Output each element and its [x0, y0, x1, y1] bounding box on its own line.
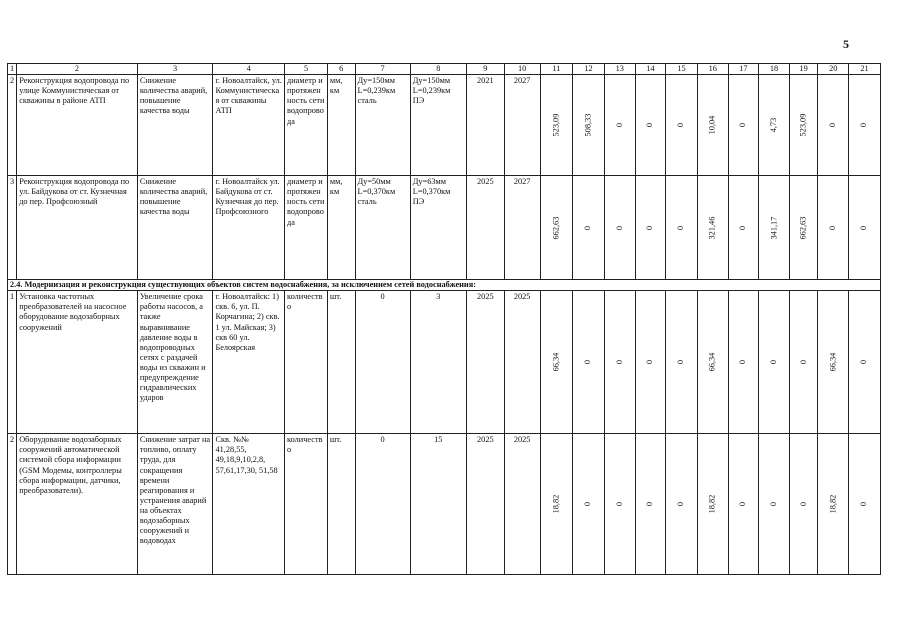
project-name: Реконструкция водопровода по улице Коммунистическая от скважины в районе АТП — [17, 75, 138, 176]
parameter-name: диаметр и протяженность сети водопровода — [285, 75, 328, 176]
cost-value: 18,82 — [707, 494, 717, 514]
cost-value: 0 — [676, 360, 686, 365]
cost-cell — [759, 176, 790, 280]
project-location: Скв. №№ 41,28,55, 49,18,9,10,2,8, 57,61,17,30, 51,58 — [213, 434, 285, 575]
cost-value: 18,82 — [828, 494, 838, 514]
cost-value: 0 — [738, 502, 748, 507]
project-location: г. Новоалтайск ул. Байдукова от ст. Кузнечная до пер. Профсоюзного — [213, 176, 285, 280]
col-header: 21 — [849, 64, 881, 75]
cost-value: 0 — [676, 225, 686, 230]
cost-cell — [666, 291, 698, 434]
end-year: 2025 — [504, 434, 540, 575]
cost-value: 10,04 — [707, 115, 717, 135]
cost-cell — [818, 176, 849, 280]
parameter-name: количество — [285, 434, 328, 575]
cost-value: 0 — [614, 360, 624, 365]
cost-value: 0 — [859, 225, 869, 230]
start-year: 2025 — [466, 434, 504, 575]
end-year: 2027 — [504, 176, 540, 280]
cost-value: 0 — [676, 502, 686, 507]
col-header: 20 — [818, 64, 849, 75]
cost-value: 0 — [583, 502, 593, 507]
project-location: г. Новоалтайск, ул. Коммунистическая от скважины АТП — [213, 75, 285, 176]
cost-cell — [635, 75, 666, 176]
col-header: 2 — [17, 64, 138, 75]
col-header: 16 — [697, 64, 728, 75]
cost-cell — [759, 434, 790, 575]
start-year: 2021 — [466, 75, 504, 176]
cost-cell — [728, 291, 759, 434]
cost-value: 0 — [768, 360, 778, 365]
cost-value: 523,09 — [551, 113, 561, 137]
col-header: 18 — [759, 64, 790, 75]
project-location: г. Новоалтайск: 1) скв. 6, ул. П. Корчагина; 2) скв. 1 ул. Майская; 3) скв 60 ул. Белоярская — [213, 291, 285, 434]
page-number: 5 — [843, 37, 849, 51]
col-header: 14 — [635, 64, 666, 75]
cost-cell — [789, 291, 818, 434]
cost-value: 0 — [645, 360, 655, 365]
cost-value: 0 — [645, 123, 655, 128]
row-number: 2 — [8, 434, 17, 575]
cost-value: 18,82 — [551, 494, 561, 514]
cost-value: 0 — [614, 123, 624, 128]
unit: шт. — [327, 291, 355, 434]
cost-value: 662,63 — [551, 216, 561, 240]
table-row — [8, 75, 881, 176]
cost-cell — [789, 75, 818, 176]
parameter-name: количество — [285, 291, 328, 434]
cost-cell — [635, 291, 666, 434]
cost-cell — [818, 434, 849, 575]
row-number: 2 — [8, 75, 17, 176]
cost-value: 0 — [645, 502, 655, 507]
cost-cell — [818, 75, 849, 176]
cost-value: 0 — [614, 225, 624, 230]
cost-value: 0 — [828, 225, 838, 230]
project-purpose: Снижение количества аварий, повышение качества воды — [137, 75, 213, 176]
col-header: 5 — [285, 64, 328, 75]
cost-value: 66,34 — [551, 352, 561, 372]
table-row — [8, 176, 881, 280]
cost-cell — [849, 75, 881, 176]
project-purpose: Снижение количества аварий, повышение качества воды — [137, 176, 213, 280]
table-row — [8, 434, 881, 575]
cost-cell — [540, 291, 573, 434]
cost-cell — [604, 434, 635, 575]
unit: шт. — [327, 434, 355, 575]
cost-value: 0 — [583, 225, 593, 230]
cost-cell — [789, 176, 818, 280]
col-header: 3 — [137, 64, 213, 75]
value-before: 0 — [355, 434, 410, 575]
cost-cell — [728, 176, 759, 280]
cost-cell — [666, 176, 698, 280]
cost-cell — [540, 176, 573, 280]
cost-cell — [604, 291, 635, 434]
cost-cell — [573, 291, 605, 434]
end-year: 2025 — [504, 291, 540, 434]
cost-cell — [849, 434, 881, 575]
cost-cell — [849, 291, 881, 434]
section-row — [8, 280, 881, 291]
cost-cell — [759, 75, 790, 176]
unit: мм, км — [327, 75, 355, 176]
cost-value: 0 — [738, 360, 748, 365]
cost-cell — [728, 75, 759, 176]
value-after: Ду=150мм L=0,239км ПЭ — [410, 75, 466, 176]
cost-value: 0 — [738, 123, 748, 128]
cost-cell — [635, 176, 666, 280]
value-after: 15 — [410, 434, 466, 575]
value-after: Ду=63мм L=0,370км ПЭ — [410, 176, 466, 280]
cost-value: 0 — [859, 360, 869, 365]
cost-cell — [540, 434, 573, 575]
cost-value: 0 — [645, 225, 655, 230]
cost-cell — [666, 434, 698, 575]
start-year: 2025 — [466, 291, 504, 434]
col-header: 8 — [410, 64, 466, 75]
col-header: 10 — [504, 64, 540, 75]
value-before: 0 — [355, 291, 410, 434]
cost-value: 0 — [738, 225, 748, 230]
table-row — [8, 291, 881, 434]
unit: мм, км — [327, 176, 355, 280]
cost-cell — [697, 75, 728, 176]
cost-cell — [604, 75, 635, 176]
col-header: 12 — [573, 64, 605, 75]
col-header: 6 — [327, 64, 355, 75]
cost-value: 0 — [798, 360, 808, 365]
cost-cell — [697, 434, 728, 575]
cost-value: 0 — [828, 123, 838, 128]
cost-cell — [540, 75, 573, 176]
project-name: Реконструкция водопровода по ул. Байдукова от ст. Кузнечная до пер. Профсоюзный — [17, 176, 138, 280]
cost-cell — [697, 176, 728, 280]
investment-program-table — [7, 63, 881, 575]
project-purpose: Увеличение срока работы насосов, а также выравнивание давление воды в водопроводных сетях с раздачей воды из скважин и предупреждение гидравлических ударов — [137, 291, 213, 434]
col-header: 11 — [540, 64, 573, 75]
cost-value: 321,46 — [707, 216, 717, 240]
cost-cell — [666, 75, 698, 176]
cost-cell — [573, 176, 605, 280]
end-year: 2027 — [504, 75, 540, 176]
parameter-name: диаметр и протяженность сети водопровода — [285, 176, 328, 280]
cost-cell — [635, 434, 666, 575]
cost-cell — [573, 75, 605, 176]
cost-cell — [789, 434, 818, 575]
value-after: 3 — [410, 291, 466, 434]
cost-cell — [604, 176, 635, 280]
cost-value: 0 — [676, 123, 686, 128]
cost-cell — [759, 291, 790, 434]
cost-cell — [697, 291, 728, 434]
cost-cell — [849, 176, 881, 280]
project-purpose: Снижение затрат на топливо, оплату труда, для сокращения времени реагирования и устранения аварий на объектах водозаборных сооружений и водоводах — [137, 434, 213, 575]
cost-value: 4,73 — [768, 117, 778, 133]
cost-value: 523,09 — [798, 113, 808, 137]
col-header: 17 — [728, 64, 759, 75]
cost-value: 0 — [798, 502, 808, 507]
column-number-row — [8, 64, 881, 75]
cost-value: 0 — [859, 502, 869, 507]
cost-value: 0 — [614, 502, 624, 507]
cost-cell — [728, 434, 759, 575]
row-number: 3 — [8, 176, 17, 280]
cost-value: 0 — [768, 502, 778, 507]
cost-cell — [818, 291, 849, 434]
row-number: 1 — [8, 291, 17, 434]
value-before: Ду=150мм L=0,239км сталь — [355, 75, 410, 176]
col-header: 9 — [466, 64, 504, 75]
col-header: 1 — [8, 64, 17, 75]
project-name: Установка частотных преобразователей на насосное оборудование водозаборных сооружений — [17, 291, 138, 434]
cost-value: 66,34 — [828, 352, 838, 372]
col-header: 4 — [213, 64, 285, 75]
cost-value: 0 — [583, 360, 593, 365]
cost-value: 0 — [859, 123, 869, 128]
col-header: 7 — [355, 64, 410, 75]
cost-value: 662,63 — [798, 216, 808, 240]
start-year: 2025 — [466, 176, 504, 280]
cost-cell — [573, 434, 605, 575]
section-heading: 2.4. Модернизация и реконструкция существующих объектов систем водоснабжения, за исключением сетей водоснабжения: — [8, 280, 881, 291]
cost-value: 66,34 — [707, 352, 717, 372]
project-name: Оборудование водозаборных сооружений автоматической системой сбора информации (GSM Модемы, контроллеры сбора информации, датчики, преобразователи). — [17, 434, 138, 575]
col-header: 19 — [789, 64, 818, 75]
value-before: Ду=50мм L=0,370км сталь — [355, 176, 410, 280]
cost-value: 341,17 — [768, 216, 778, 240]
col-header: 13 — [604, 64, 635, 75]
col-header: 15 — [666, 64, 698, 75]
cost-value: 508,33 — [583, 113, 593, 137]
